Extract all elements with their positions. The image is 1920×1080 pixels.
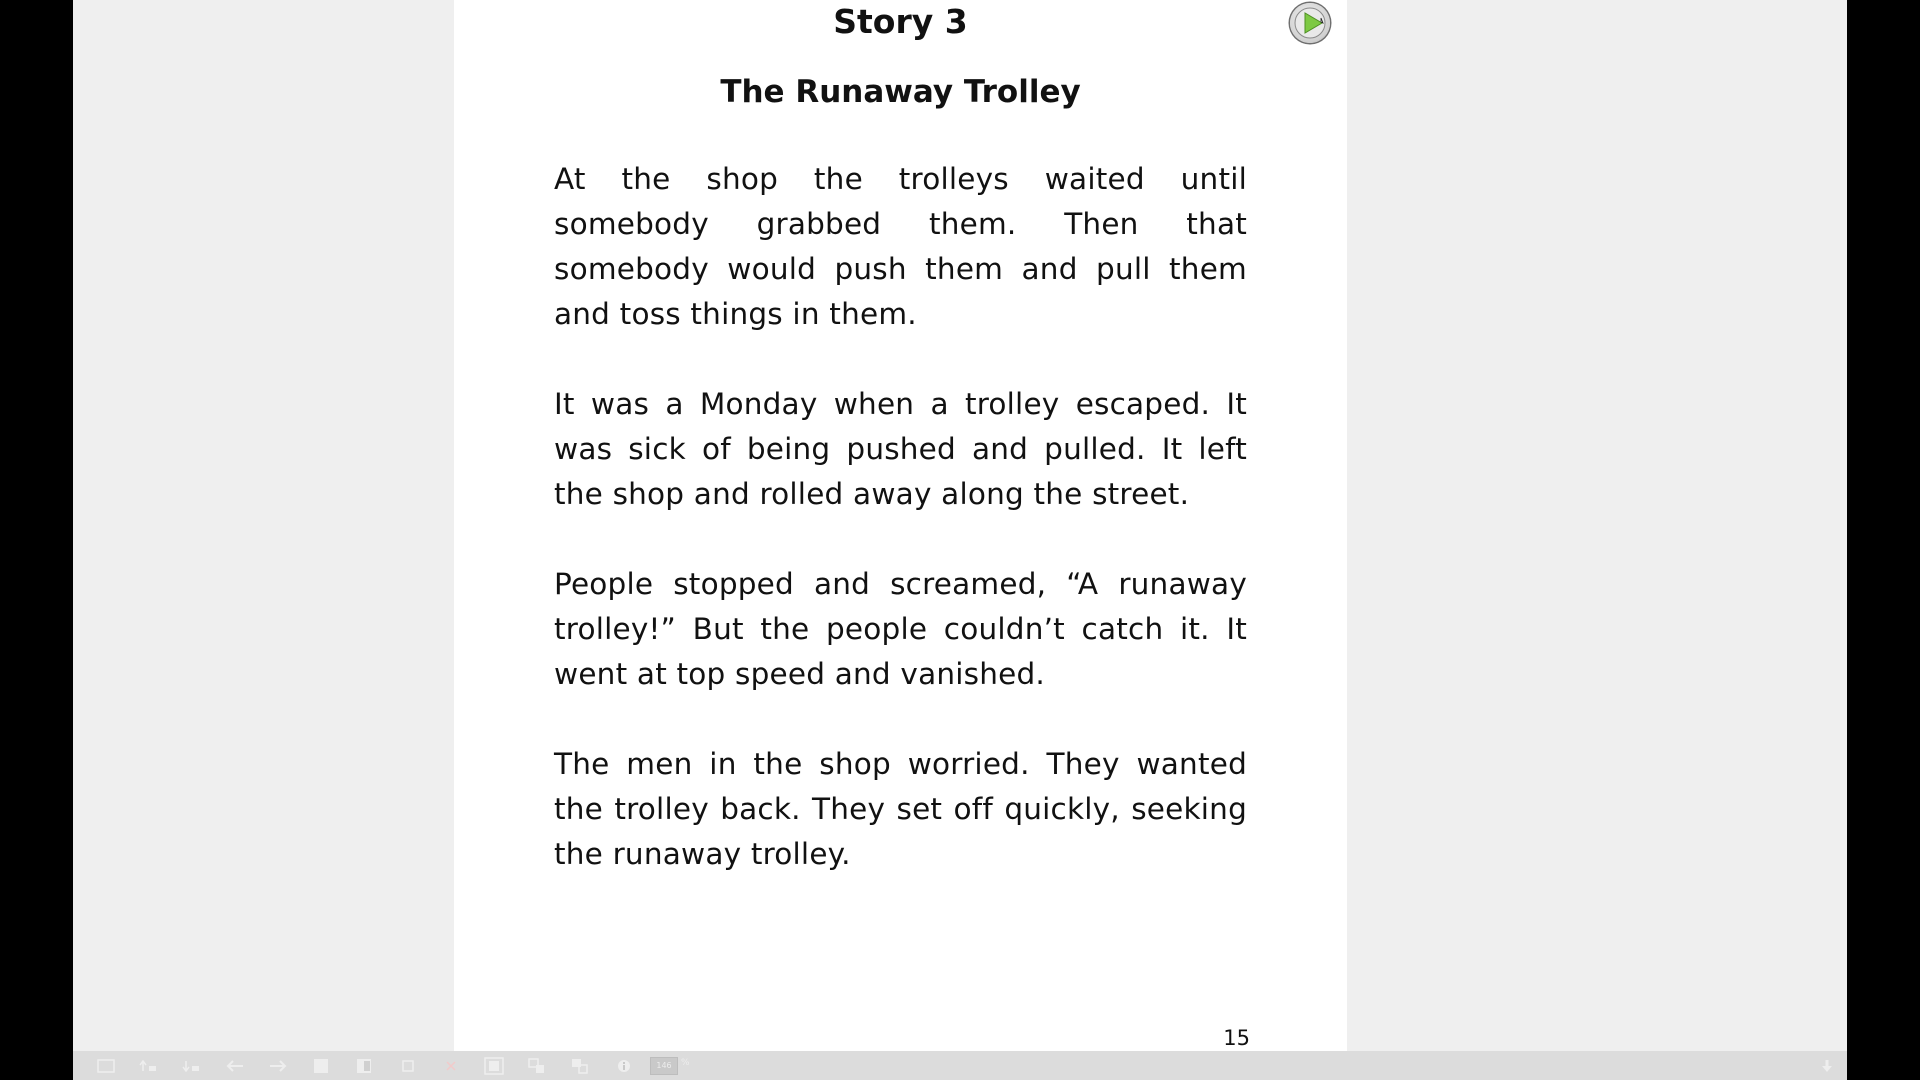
story-body	[554, 157, 1247, 922]
play-button[interactable]	[1290, 3, 1330, 43]
play-icon	[1290, 3, 1330, 43]
story-paragraph: The men in the shop worried. They wanted the trolley back. They set off quickly, seeking the runaway trolley.	[554, 747, 1247, 871]
story-paragraph: It was a Monday when a trolley escaped. It was sick of being pushed and pulled. It left the shop and rolled away along the street.	[554, 387, 1247, 511]
document-viewer	[73, 0, 1847, 1080]
info-icon[interactable]	[613, 1056, 635, 1076]
document-page	[454, 0, 1347, 1051]
story-paragraph: At the shop the trolleys waited until somebody grabbed them. Then that somebody would push them and pull them and toss things in them.	[554, 162, 1247, 331]
download-icon[interactable]	[1816, 1056, 1838, 1076]
fit-page-icon[interactable]	[95, 1056, 117, 1076]
fullscreen-icon[interactable]	[483, 1056, 505, 1076]
zoom-unit-label: %	[681, 1058, 690, 1068]
zoom-in-icon[interactable]	[526, 1056, 548, 1076]
page-up-icon[interactable]	[137, 1056, 159, 1076]
page-down-icon[interactable]	[180, 1056, 202, 1076]
forward-icon[interactable]	[267, 1056, 289, 1076]
story-paragraph: People stopped and screamed, “A runaway trolley!” But the people couldn’t catch it. It went at top speed and vanished.	[554, 567, 1247, 691]
page-number: 15	[1223, 1026, 1250, 1050]
selection-icon[interactable]	[397, 1056, 419, 1076]
single-page-icon[interactable]	[310, 1056, 332, 1076]
two-page-icon[interactable]	[353, 1056, 375, 1076]
viewer-toolbar	[73, 1051, 1847, 1080]
zoom-out-icon[interactable]	[569, 1056, 591, 1076]
zoom-level-input[interactable]: 146	[650, 1057, 678, 1075]
story-label: Story 3	[833, 2, 968, 41]
story-title: The Runaway Trolley	[720, 74, 1081, 110]
back-icon[interactable]	[224, 1056, 246, 1076]
close-icon[interactable]	[440, 1056, 462, 1076]
